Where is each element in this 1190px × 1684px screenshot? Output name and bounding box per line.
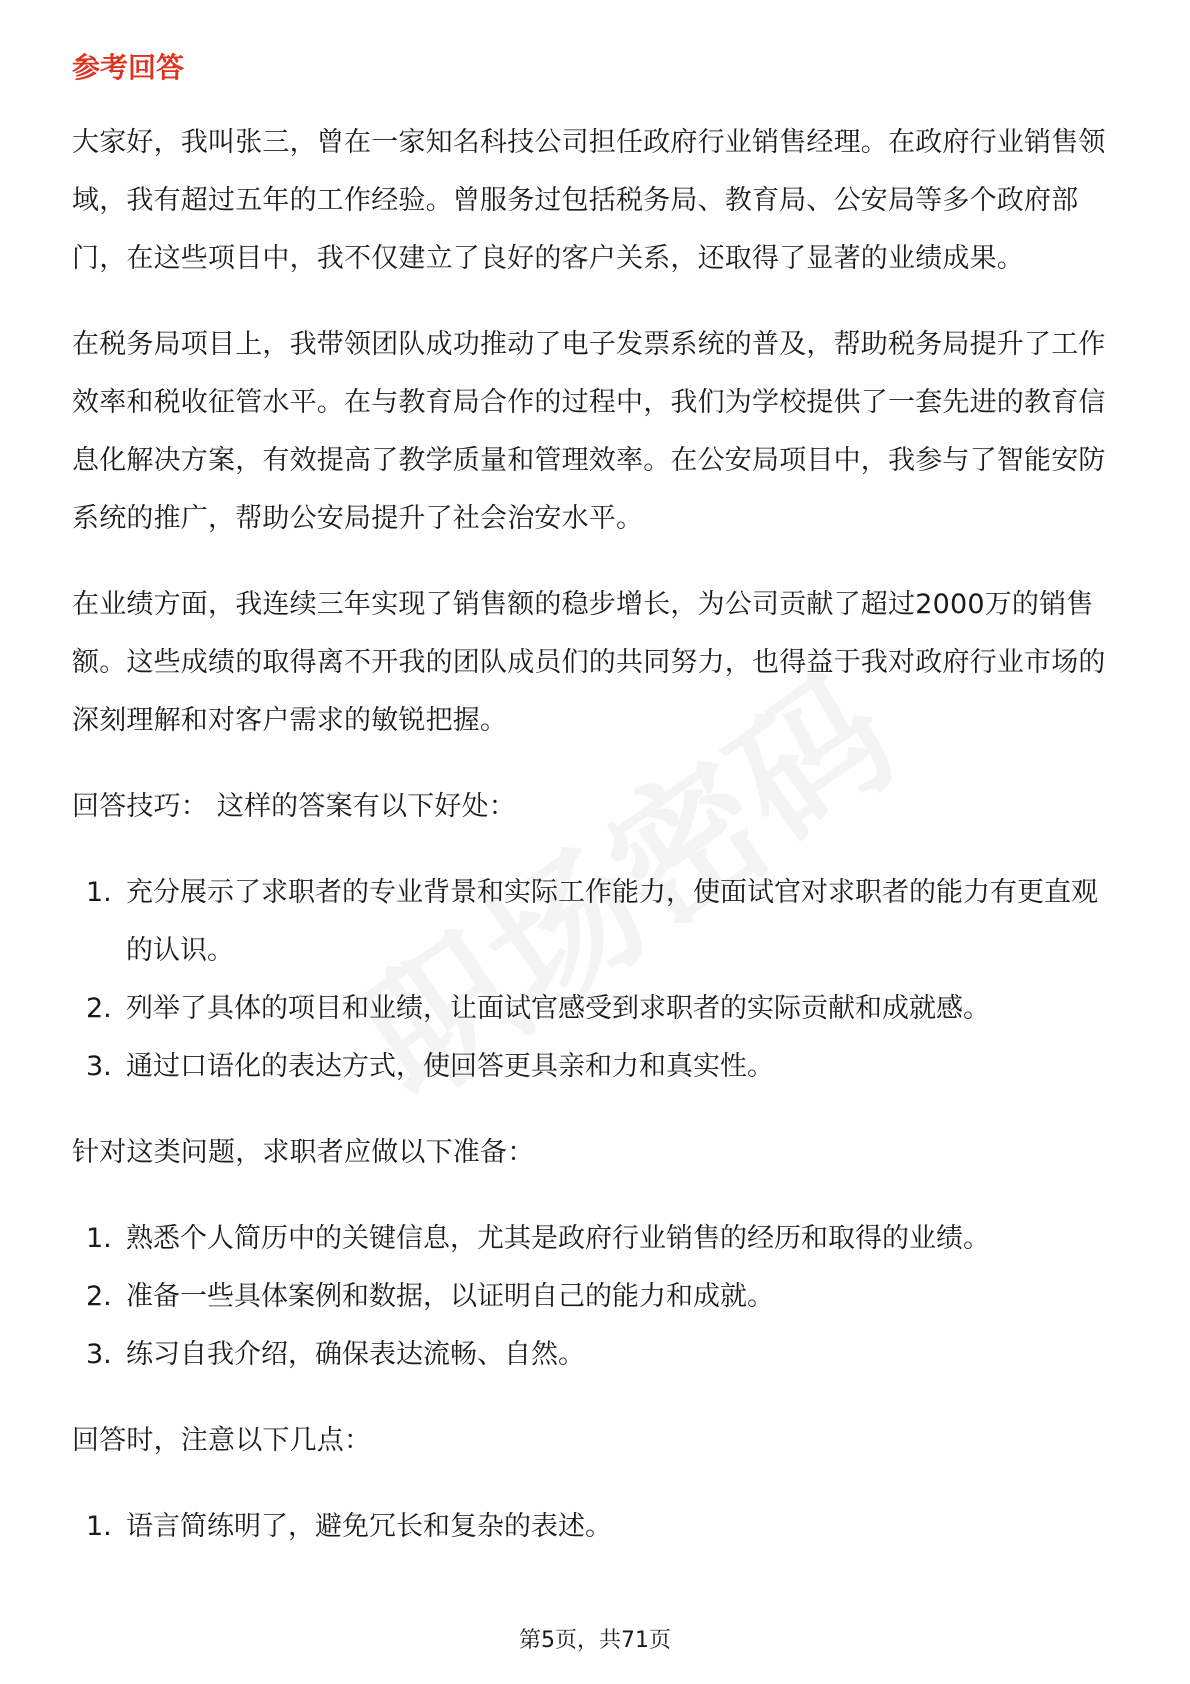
list-number: 2. (86, 993, 112, 1024)
page-content (72, 48, 1122, 1584)
list-item (72, 980, 1122, 1038)
notes-title: 回答时，注意以下几点： (72, 1425, 372, 1456)
list-item (72, 1326, 1122, 1384)
list-number: 1. (86, 877, 112, 908)
list-text: 准备一些具体案例和数据，以证明自己的能力和成就。 (126, 1281, 774, 1312)
paragraph-performance: 在业绩方面，我连续三年实现了销售额的稳步增长，为公司贡献了超过2000万的销售额。这些成绩的取得离不开我的团队成员们的共同努力，也得益于我对政府行业市场的深刻理解和对客户需求的敏锐把握。 (72, 589, 1106, 736)
list-text: 熟悉个人简历中的关键信息，尤其是政府行业销售的经历和取得的业绩。 (126, 1223, 990, 1254)
tips-list (72, 864, 1122, 1096)
list-text: 练习自我介绍，确保表达流畅、自然。 (126, 1339, 585, 1370)
paragraph-intro: 大家好，我叫张三，曾在一家知名科技公司担任政府行业销售经理。在政府行业销售领域，我有超过五年的工作经验。曾服务过包括税务局、教育局、公安局等多个政府部门，在这些项目中，我不仅建立了良好的客户关系，还取得了显著的业绩成果。 (72, 127, 1106, 274)
page-number-footer: 第5页，共71页 (519, 1628, 671, 1653)
prep-list (72, 1210, 1122, 1384)
list-item (72, 864, 1122, 980)
list-text: 充分展示了求职者的专业背景和实际工作能力，使面试官对求职者的能力有更直观的认识。 (126, 877, 1098, 966)
list-number: 1. (86, 1511, 112, 1542)
list-item (72, 1210, 1122, 1268)
paragraph-projects: 在税务局项目上，我带领团队成功推动了电子发票系统的普及，帮助税务局提升了工作效率和税收征管水平。在与教育局合作的过程中，我们为学校提供了一套先进的教育信息化解决方案，有效提高了教学质量和管理效率。在公安局项目中，我参与了智能安防系统的推广，帮助公安局提升了社会治安水平。 (72, 329, 1106, 534)
list-number: 3. (86, 1339, 112, 1370)
list-number: 3. (86, 1051, 112, 1082)
list-text: 语言简练明了，避免冗长和复杂的表述。 (126, 1511, 612, 1542)
list-number: 2. (86, 1281, 112, 1312)
list-item (72, 1498, 1122, 1556)
list-item (72, 1268, 1122, 1326)
list-text: 列举了具体的项目和业绩，让面试官感受到求职者的实际贡献和成就感。 (126, 993, 990, 1024)
list-item (72, 1038, 1122, 1096)
list-number: 1. (86, 1223, 112, 1254)
notes-list (72, 1498, 1122, 1556)
prep-title: 针对这类问题，求职者应做以下准备： (72, 1137, 535, 1168)
tips-title: 回答技巧： 这样的答案有以下好处： (72, 791, 516, 822)
section-heading: 参考回答 (72, 51, 185, 84)
list-text: 通过口语化的表达方式，使回答更具亲和力和真实性。 (126, 1051, 774, 1082)
